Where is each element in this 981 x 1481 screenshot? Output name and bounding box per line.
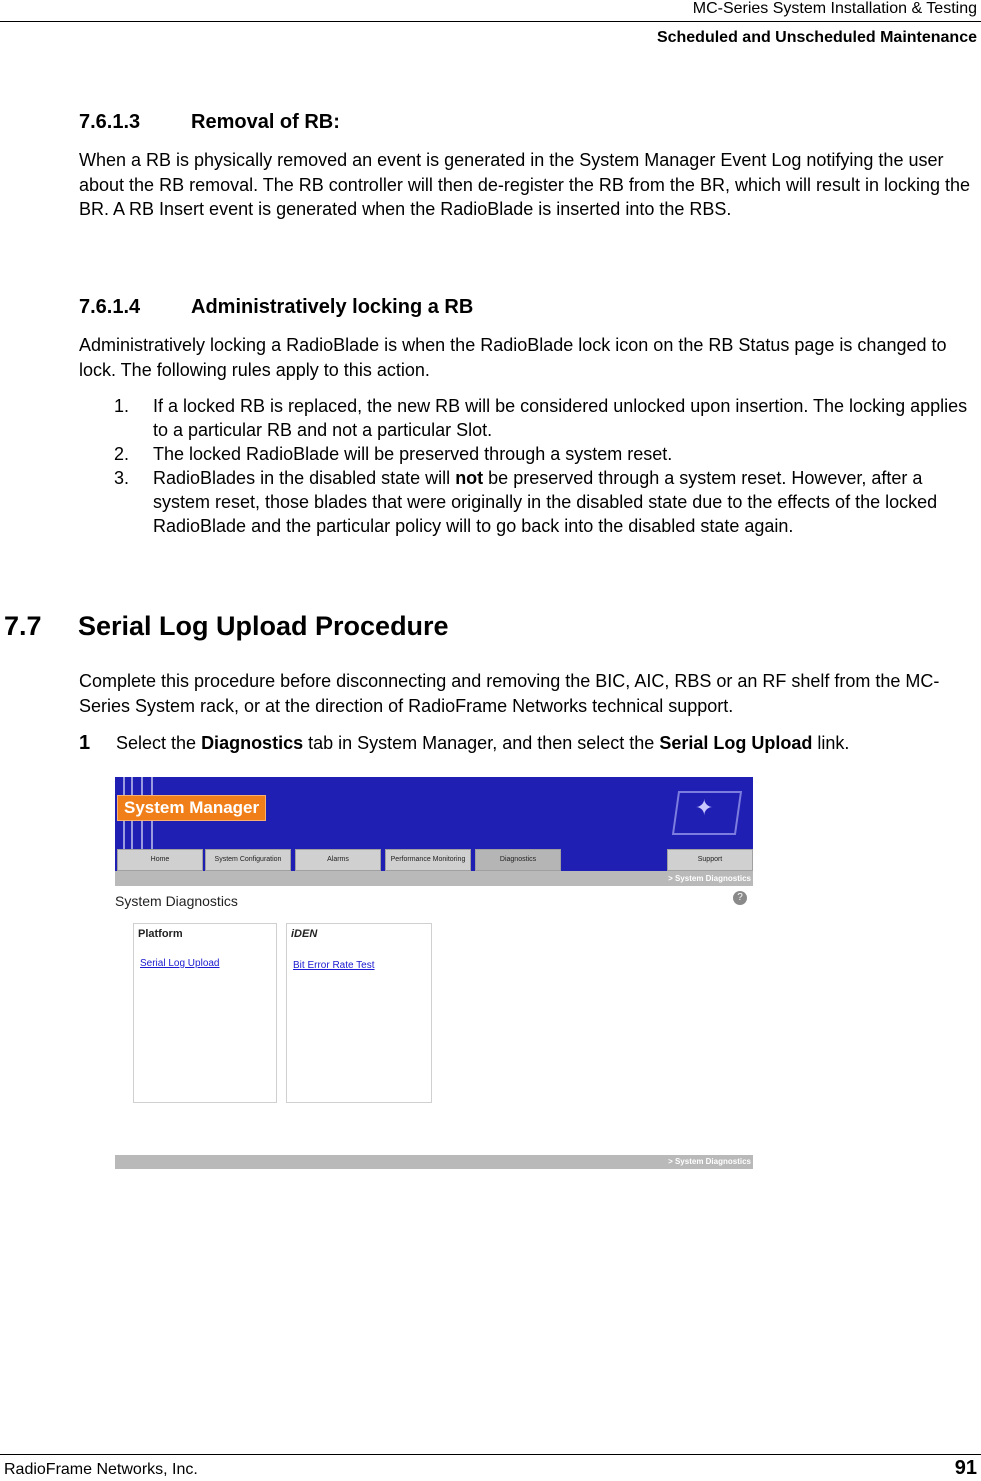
step-number: 1 bbox=[79, 732, 91, 754]
breadcrumb-text: > System Diagnostics bbox=[668, 1157, 751, 1166]
list-text-pre: RadioBlades in the disabled state will bbox=[153, 468, 456, 488]
section-number: 7.6.1.4 bbox=[79, 296, 141, 318]
paragraph-admin-locking: Administratively locking a RadioBlade is when the RadioBlade lock icon on the RB Status page is changed to lock. The following rules apply to this action. bbox=[79, 335, 947, 380]
list-text-post: be preserved through a system reset. However, after a system reset, those blades that were originally in the disabled state due to the effects of the locked RadioBlade and the particular policy will to go back into the disabled state again. bbox=[153, 468, 938, 536]
running-header-title: MC-Series System Installation & Testing bbox=[692, 0, 977, 17]
product-emblem-icon: ✦ bbox=[667, 777, 753, 849]
header-rule bbox=[0, 21, 981, 22]
section-heading-7614 bbox=[79, 296, 473, 319]
panel-title: Platform bbox=[138, 928, 183, 940]
section-heading-7613 bbox=[79, 111, 340, 134]
section-title: Removal of RB: bbox=[191, 111, 340, 133]
paragraph-removal-of-rb: When a RB is physically removed an event is generated in the System Manager Event Log notifying the user about the RB removal. The RB controller will then de-register the RB from the BR, which will result in locking the BR. A RB Insert event is generated when the RadioBlade is inserted into the RBS. bbox=[79, 150, 971, 219]
list-number: 2. bbox=[114, 444, 130, 464]
step-text: link. bbox=[812, 733, 850, 753]
step-bold-diagnostics: Diagnostics bbox=[201, 733, 304, 753]
list-item bbox=[114, 394, 979, 442]
running-header-subtitle: Scheduled and Unscheduled Maintenance bbox=[656, 29, 977, 46]
rules-list bbox=[114, 394, 979, 538]
list-text: The locked RadioBlade will be preserved through a system reset. bbox=[153, 444, 673, 464]
list-number: 3. bbox=[114, 468, 130, 488]
footer-breadcrumb bbox=[115, 1155, 753, 1169]
breadcrumb bbox=[115, 871, 753, 886]
iden-panel bbox=[286, 923, 432, 1103]
footer-rule bbox=[0, 1454, 981, 1455]
paragraph-serial-log: Complete this procedure before disconnecting and removing the BIC, AIC, RBS or an RF shelf from the MC-Series System rack, or at the direction of RadioFrame Networks technical support. bbox=[79, 671, 940, 716]
section-title: Serial Log Upload Procedure bbox=[78, 611, 449, 641]
page-title: System Diagnostics bbox=[115, 893, 238, 909]
iden-logo: iDEN bbox=[291, 928, 318, 940]
help-icon[interactable]: ? bbox=[733, 891, 747, 905]
list-number: 1. bbox=[114, 396, 130, 416]
section-title: Administratively locking a RB bbox=[191, 296, 474, 318]
tab-diagnostics[interactable]: Diagnostics bbox=[475, 849, 561, 871]
page-number: 91 bbox=[954, 1457, 977, 1479]
list-item bbox=[114, 442, 979, 466]
step-text: Select the bbox=[116, 733, 202, 753]
list-text: If a locked RB is replaced, the new RB will be considered unlocked upon insertion. The locking applies to a particular RB and not a particular Slot. bbox=[153, 396, 968, 440]
section-number: 7.7 bbox=[4, 611, 42, 641]
step-bold-serial-log-upload: Serial Log Upload bbox=[659, 733, 813, 753]
section-number: 7.6.1.3 bbox=[79, 111, 141, 133]
breadcrumb-text: > System Diagnostics bbox=[668, 874, 751, 883]
footer-company: RadioFrame Networks, Inc. bbox=[4, 1461, 198, 1478]
tab-system-configuration[interactable]: System Configuration bbox=[205, 849, 291, 871]
step-text: tab in System Manager, and then select the bbox=[303, 733, 660, 753]
tab-alarms[interactable]: Alarms bbox=[295, 849, 381, 871]
system-manager-logo: System Manager bbox=[117, 795, 266, 821]
procedure-step-1 bbox=[79, 732, 849, 755]
list-item bbox=[114, 466, 979, 538]
tab-support[interactable]: Support bbox=[667, 849, 753, 871]
bit-error-rate-test-link[interactable]: Bit Error Rate Test bbox=[293, 960, 375, 971]
platform-panel bbox=[133, 923, 277, 1103]
tab-performance-monitoring[interactable]: Performance Monitoring bbox=[385, 849, 471, 871]
tab-home[interactable]: Home bbox=[117, 849, 203, 871]
serial-log-upload-link[interactable]: Serial Log Upload bbox=[140, 958, 220, 969]
nav-tabs bbox=[115, 849, 753, 871]
list-text-bold: not bbox=[455, 468, 484, 488]
app-banner bbox=[115, 777, 753, 849]
section-heading-77 bbox=[4, 611, 449, 642]
system-manager-screenshot bbox=[115, 777, 753, 1169]
